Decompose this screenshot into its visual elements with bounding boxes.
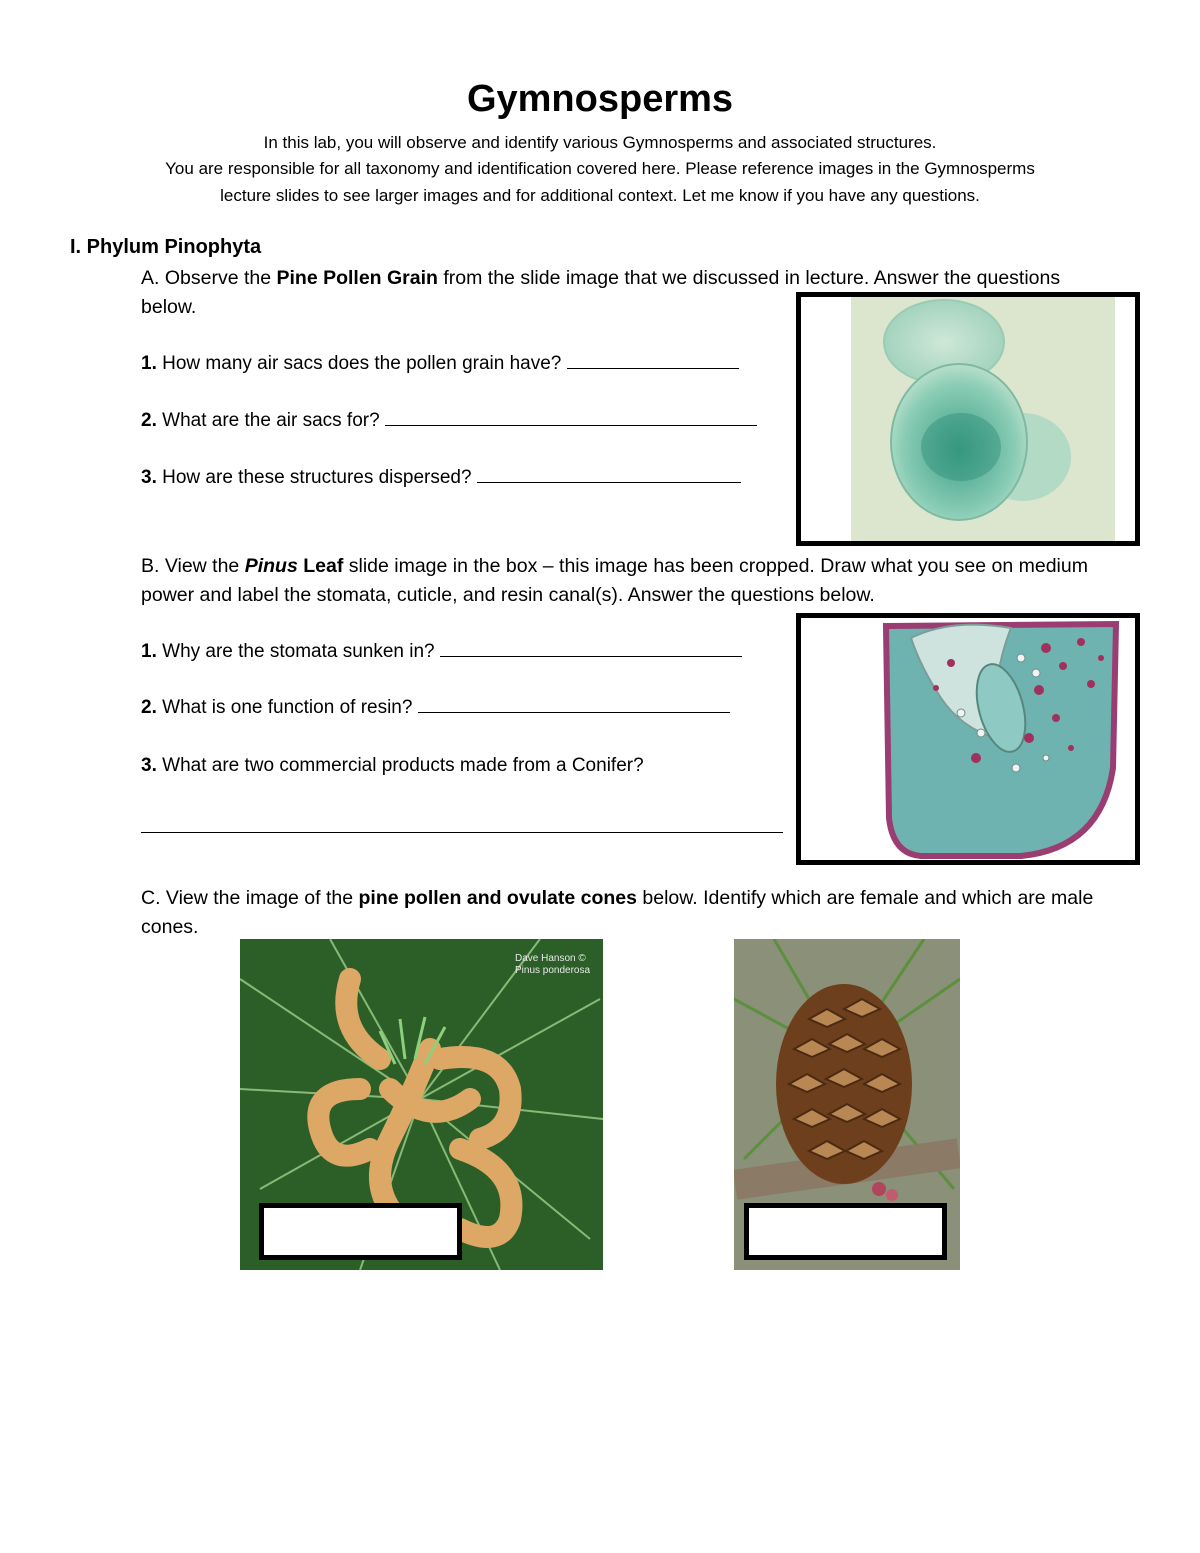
q-a2-text: What are the air sacs for? [156,410,380,431]
q-a1-number: 1. [141,353,157,374]
intro-line-2: You are responsible for all taxonomy and identification covered here. Please reference images in the Gymnosperms [165,159,1035,178]
part-c-bold: pine pollen and ovulate cones [358,887,637,909]
q-a3-text: How are these structures dispersed? [156,467,472,488]
part-b-pre: B. View the [141,555,245,577]
answer-blank-b2[interactable] [418,696,730,713]
part-a-post: from the slide image that we discussed in lecture. Answer the questions below. [141,267,1061,318]
part-c-instructions [141,884,1121,942]
q-b3-number: 3. [141,755,157,776]
intro-line-3: lecture slides to see larger images and for additional context. Let me know if you have any questions. [220,186,980,205]
question-b1 [141,640,742,664]
question-b2 [141,696,730,720]
q-b3-text: What are two commercial products made from a Conifer? [156,755,644,776]
part-a-bold: Pine Pollen Grain [276,267,438,289]
intro-line-1: In this lab, you will observe and identify various Gymnosperms and associated structures. [263,133,937,152]
pinus-leaf-image [801,618,1135,860]
question-b3 [141,754,644,778]
question-a3 [141,466,741,490]
section-heading: I. Phylum Pinophyta [70,236,262,258]
answer-blank-a3[interactable] [477,466,741,483]
part-a-pre: A. Observe the [141,267,277,289]
part-b-post: slide image in the box – this image has been cropped. Draw what you see on medium power and label the stomata, cuticle, and resin canal(s). Answer the questions below. [141,555,1088,606]
part-b-instructions [141,552,1101,610]
q-a3-number: 3. [141,467,157,488]
part-c-post: below. Identify which are female and which are male cones. [141,887,1094,938]
pinus-leaf-image-box [796,613,1140,865]
part-b-italic: Pinus [244,555,298,577]
q-b1-text: Why are the stomata sunken in? [156,641,435,662]
q-a2-number: 2. [141,410,157,431]
answer-blank-a2[interactable] [385,409,757,426]
photo-credit-2: Pinus ponderosa [515,965,591,976]
part-b-bold: Leaf [297,555,344,577]
question-a2 [141,409,757,433]
page-title: Gymnosperms [466,78,734,120]
answer-blank-a1[interactable] [567,352,739,369]
pollen-grain-image [801,297,1135,541]
pollen-grain-image-box [796,292,1140,546]
part-c-pre: C. View the image of the [141,887,359,909]
q-b2-text: What is one function of resin? [156,697,413,718]
answer-blank-b3[interactable] [141,816,783,833]
male-cone-label-box[interactable] [259,1203,462,1260]
female-cone-label-box[interactable] [744,1203,947,1260]
q-b1-number: 1. [141,641,157,662]
q-a1-text: How many air sacs does the pollen grain have? [156,353,562,374]
answer-blank-b1[interactable] [440,640,742,657]
question-a1 [141,352,739,376]
q-b2-number: 2. [141,697,157,718]
photo-credit-1: Dave Hanson © [515,953,586,964]
